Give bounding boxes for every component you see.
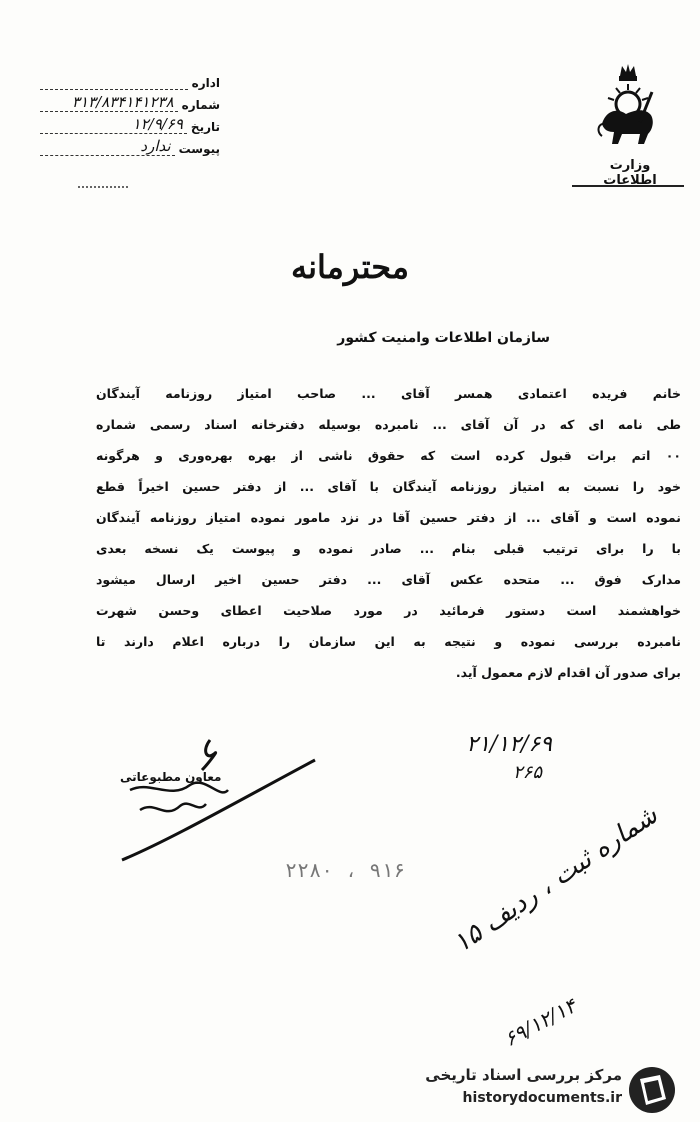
faded-stamp: ۲۲۸۰ ، ۹۱۶ <box>285 858 406 882</box>
signature-scribble <box>110 730 320 870</box>
body-line: طی نامه ای که در آن آقای ... نامبرده بوسیله دفترخانه اسناد رسمی شماره <box>96 417 681 432</box>
body-line: با را برای ترتیب قبلی بنام ... صادر نموده و پیوست یک نسخه بعدی <box>96 541 681 556</box>
body-line: مدارک فوق ... متحده عکس آقای ... دفتر حسین اخیر ارسال میشود <box>96 572 681 587</box>
body-line: خود را نسبت به امتیاز روزنامه آیندگان با آقای ... از دفتر حسین اخیراً قطع <box>96 479 681 494</box>
ministry-name: وزارت اطلاعات <box>603 158 657 188</box>
signature-date: ۲۱/۱۲/۶۹ <box>466 732 552 757</box>
field-date <box>40 112 220 134</box>
field-number-value: ۳۱۳/۸۳۴۱۴۱۲۳۸ <box>71 93 174 111</box>
header-fields <box>40 68 220 156</box>
body-line: نامبرده بررسی نموده و نتیجه به این سازمان را درباره اعلام دارند تا <box>96 634 681 649</box>
field-number <box>40 90 220 112</box>
emblem-icon <box>592 62 664 152</box>
field-attachment-value: ندارد <box>140 137 171 155</box>
watermark-logo-icon <box>626 1065 678 1115</box>
field-attachment <box>40 134 220 156</box>
body-line: خانم فریده اعتمادی همسر آقای ... صاحب امتیاز روزنامه آیندگان <box>96 386 681 401</box>
document-title: محترمانه <box>290 248 410 286</box>
body-line: نموده است و آقای ... از دفتر حسین آقا در نزد مامور نموده امتیاز روزنامه آیندگان <box>96 510 681 525</box>
body-line: ۰۰ اتم برات قبول کرده است که حقوق ناشی از بهره بهره‌وری و هرگونه <box>96 448 681 463</box>
recipient: سازمان اطلاعات وامنیت کشور <box>337 330 550 346</box>
field-department <box>40 68 220 90</box>
handwritten-note-line1: شماره ثبت ، ردیف ۱۵ <box>448 800 664 959</box>
field-department-label: اداره <box>191 76 220 90</box>
ministry-underline <box>572 185 684 187</box>
body-line: برای صدور آن اقدام لازم معمول آید. <box>455 665 681 680</box>
watermark-url: historydocuments.ir <box>462 1090 622 1106</box>
field-number-label: شماره <box>181 98 220 112</box>
field-date-value: ۱۲/۹/۶۹ <box>132 115 183 133</box>
body-line: خواهشمند است دستور فرمائید در مورد صلاحیت اعطای وحسن شهرت <box>96 603 681 618</box>
letter-body <box>96 378 681 688</box>
field-attachment-label: پیوست <box>178 142 220 156</box>
handwritten-note-line2: ۶۹/۱۲/۱۴ <box>500 993 581 1052</box>
signature-number: ۲۶۵ <box>512 762 542 783</box>
field-date-label: تاریخ <box>190 120 220 134</box>
dotted-divider <box>78 186 128 188</box>
signatory-title: معاون مطبوعاتی <box>120 770 222 784</box>
watermark-name: مرکز بررسی اسناد تاریخی <box>425 1066 622 1084</box>
